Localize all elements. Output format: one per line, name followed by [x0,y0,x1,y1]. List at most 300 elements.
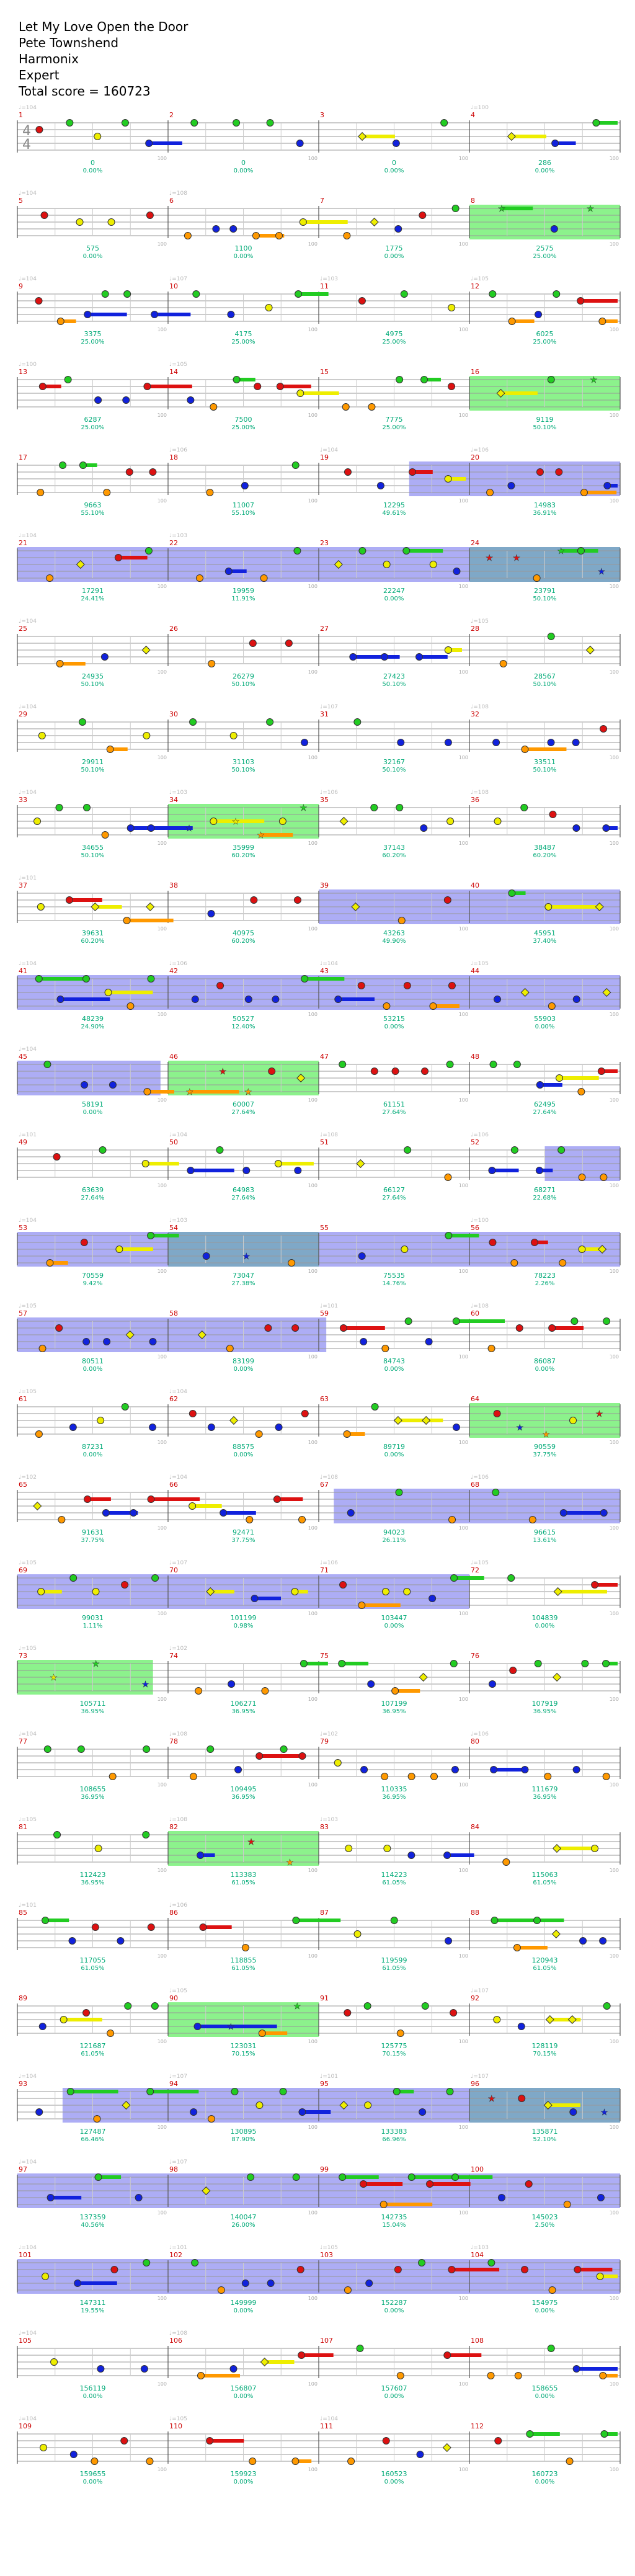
measure-percent: 2.50% [535,2222,555,2229]
measure-percent: 37.40% [533,938,557,945]
beat-ruler: 100 [458,2210,468,2216]
note [549,1325,556,1332]
note [339,2174,346,2181]
measure-score: 7500 [234,416,252,424]
measure-percent: 0.00% [82,253,103,260]
note [533,575,540,582]
note [91,2458,98,2465]
note [503,1859,510,1866]
note [452,205,459,212]
tempo-marker: ♩=104 [169,1132,187,1138]
note [452,2174,459,2181]
measure-score: 70559 [82,1272,104,1280]
measure-number: 89 [19,1994,27,2002]
measure-percent: 27.64% [382,1109,406,1116]
note [108,219,115,226]
sustain-tail [384,2203,433,2206]
beat-ruler: 100 [458,241,468,247]
measure-percent: 50.10% [231,681,255,688]
measure-number: 87 [320,1909,329,1917]
measure-number: 110 [169,2422,182,2430]
chart-row [17,362,620,431]
sustain-tail [201,2374,240,2378]
beat-ruler: 100 [458,498,468,504]
note [99,1147,106,1154]
note [566,2458,573,2465]
star-note: ★ [185,1087,194,1097]
note [122,1404,128,1411]
beat-ruler: 100 [609,584,619,589]
measure-number: 65 [19,1481,27,1489]
note [494,1411,500,1417]
chart-row [17,2245,620,2314]
note [556,469,562,476]
note [392,1068,399,1075]
measure-score: 159923 [230,2470,257,2478]
note [97,2366,104,2373]
note [384,1845,391,1852]
measure-percent: 27.38% [231,1280,255,1287]
note [396,377,403,383]
note [404,1589,411,1595]
sustain-tail [584,491,616,494]
beat-ruler: 100 [308,1525,318,1531]
measure-percent: 0.00% [233,2393,254,2400]
measure-score: 90559 [534,1443,556,1451]
sustain-tail [454,1576,484,1580]
note [515,2373,522,2379]
tempo-marker: ♩=104 [320,961,338,967]
note [339,1660,345,1667]
note [365,2102,371,2109]
sustain-tail [39,977,87,981]
note [82,976,89,983]
note [491,1917,498,1924]
measure-number: 108 [471,2337,484,2345]
note [197,2373,204,2379]
measure-number: 55 [320,1224,329,1232]
beat-ruler: 100 [458,1183,468,1188]
note [300,219,306,226]
beat-ruler: 100 [157,412,167,418]
tempo-marker: ♩=105 [19,1389,37,1395]
note [295,1167,301,1174]
note [35,976,42,983]
note [368,404,375,411]
measure-percent: 36.95% [382,1794,406,1801]
beat-ruler: 100 [609,755,619,760]
note [285,640,292,647]
note [529,1517,536,1523]
note [241,483,248,489]
note [577,548,584,555]
note [192,996,198,1003]
measure-number: 105 [19,2337,32,2345]
sustain-tail [60,662,86,666]
beat-ruler: 100 [157,1354,167,1360]
star-note: ★ [487,2094,496,2104]
beat-ruler: 100 [308,926,318,932]
beat-ruler: 100 [609,1183,619,1188]
measure-number: 79 [320,1737,329,1745]
note [340,1325,347,1332]
measure-percent: 36.95% [533,1708,557,1715]
tempo-marker: ♩=104 [19,790,37,796]
measure-number: 95 [320,2080,329,2088]
note [401,1246,408,1253]
measure-score: 11007 [233,501,254,509]
measure-number: 15 [320,368,329,376]
measure-number: 96 [471,2080,479,2088]
measure-score: 4975 [385,330,403,338]
note [292,2458,299,2465]
measure-percent: 50.10% [533,595,557,602]
measure-percent: 61.05% [231,1965,255,1972]
tempo-marker: ♩=108 [471,1303,489,1309]
beat-ruler: 100 [157,1268,167,1274]
note [380,2201,387,2208]
note [275,1161,282,1167]
beat-ruler: 100 [458,1525,468,1531]
note [34,818,41,825]
chart-row [17,1389,620,1458]
note [491,1767,497,1773]
beat-ruler: 100 [308,1440,318,1445]
measure-number: 106 [169,2337,182,2345]
beat-ruler: 100 [609,1611,619,1616]
measure-percent: 50.10% [231,767,255,773]
note [102,291,109,298]
beat-ruler: 100 [157,2467,167,2472]
measure-number: 59 [320,1309,329,1317]
star-note: ★ [226,2022,235,2032]
note [142,1161,149,1167]
measure-score: 27423 [383,672,405,680]
hopo-note [422,1417,430,1425]
note [217,983,224,989]
note [228,311,234,318]
measure-score: 103447 [381,1614,407,1622]
note [487,489,494,496]
measure-number: 100 [471,2165,484,2173]
measure-score: 149999 [230,2299,257,2307]
note [104,489,110,496]
note [446,2088,453,2095]
note [335,996,342,1003]
beat-ruler: 100 [458,1611,468,1616]
note [184,233,191,239]
note [571,1318,578,1325]
tempo-marker: ♩=107 [471,1988,489,1994]
sustain-tail [430,2182,471,2186]
beat-ruler: 100 [609,1525,619,1531]
measure-number: 90 [169,1994,178,2002]
note [265,305,272,311]
note [207,1746,214,1753]
measure-number: 51 [320,1138,329,1146]
measure-number: 40 [471,881,479,889]
chart-row [17,2330,620,2400]
note [70,2451,77,2458]
measure-score: 152287 [381,2299,407,2307]
measure-number: 45 [19,1053,27,1061]
note [441,120,448,127]
chart-row [17,1303,620,1373]
sustain-tail [363,2182,402,2186]
measure-number: 80 [471,1737,479,1745]
note [300,1660,307,1667]
note [235,1767,242,1773]
note [451,1767,458,1773]
note [149,469,156,476]
note [339,1061,346,1068]
note [429,1595,436,1602]
measure-number: 49 [19,1138,27,1146]
star-note: ★ [247,1837,255,1847]
note [251,1595,258,1602]
beat-ruler: 100 [308,1611,318,1616]
measure-percent: 61.05% [382,1965,406,1972]
beat-ruler: 100 [609,1782,619,1788]
measure-percent: 0.00% [233,2479,254,2485]
measure-score: 24935 [82,672,104,680]
star-note: ★ [586,204,595,214]
note [599,318,606,325]
note [409,469,416,476]
note [453,1318,460,1325]
note [564,2201,571,2208]
hopo-note [586,646,594,654]
note [203,1253,210,1260]
sustain-tail [548,905,597,909]
note [251,897,257,904]
sustain-tail [412,2175,457,2179]
measure-percent: 61.05% [533,1879,557,1886]
tempo-marker: ♩=107 [471,2074,489,2080]
note [545,904,552,911]
hopo-note [552,1930,560,1938]
sustain-tail [512,135,546,138]
measure-number: 48 [471,1053,479,1061]
note [84,1496,91,1503]
note [280,1746,287,1753]
beat-ruler: 100 [609,2467,619,2472]
sustain-tail [210,2439,244,2443]
note [272,996,279,1003]
note [107,2030,114,2037]
note [273,1496,280,1503]
note [593,120,600,127]
note [102,1510,109,1517]
note [42,1917,49,1924]
note [344,2010,351,2017]
measure-score: 119599 [381,1956,407,1964]
beat-ruler: 100 [458,327,468,332]
measure-number: 33 [19,796,27,804]
note [74,2280,81,2287]
measure-number: 64 [471,1395,479,1403]
measure-percent: 0.98% [233,1623,254,1629]
sustain-tail [564,1511,603,1515]
note [394,2266,401,2273]
measure-score: 112423 [79,1871,106,1879]
sustain-tail [60,997,110,1001]
chart-row [17,1731,620,1801]
note [553,291,560,298]
note [377,483,384,489]
sustain-tail [147,385,192,388]
note [47,575,53,582]
note [580,489,587,496]
measure-percent: 25.00% [533,253,557,260]
measure-percent: 50.10% [382,681,406,688]
note [397,739,404,746]
beat-ruler: 100 [609,1953,619,1959]
measure-number: 35 [320,796,329,804]
measure-number: 27 [320,625,329,633]
note [445,476,451,483]
measure-score: 83199 [233,1357,254,1365]
beat-ruler: 100 [458,1354,468,1360]
tempo-marker: ♩=106 [320,1560,338,1566]
note [579,1174,585,1181]
measure-percent: 40.56% [81,2222,105,2229]
note [383,1003,390,1010]
measure-percent: 37.75% [231,1537,255,1544]
note [395,226,402,233]
beat-ruler: 100 [308,1696,318,1702]
tempo-marker: ♩=104 [19,190,37,197]
measure-percent: 61.05% [382,1879,406,1886]
measure-score: 39631 [82,929,104,937]
measure-score: 50527 [233,1015,254,1023]
note [603,1773,610,1780]
measure-number: 17 [19,453,27,461]
note [105,989,112,996]
measure-score: 89719 [383,1443,405,1451]
note [260,575,267,582]
measure-number: 6 [169,197,174,205]
tempo-marker: ♩=105 [320,2245,338,2251]
note [123,397,130,404]
measure-number: 66 [169,1481,178,1489]
star-note: ★ [286,1858,294,1868]
star-note: ★ [141,1680,149,1690]
measure-score: 1100 [234,244,252,252]
measure-number: 94 [169,2080,178,2088]
note [149,1424,156,1431]
note [600,1510,607,1517]
note [419,2109,426,2116]
note [511,1260,518,1267]
note [122,1582,128,1589]
measure-number: 86 [169,1909,178,1917]
measure-percent: 0.00% [384,1366,404,1373]
measure-number: 60 [471,1309,479,1317]
measure-score: 127487 [79,2128,106,2136]
note [396,804,403,811]
measure-score: 34655 [82,844,104,852]
star-note: ★ [185,824,193,834]
measure-score: 87231 [82,1443,104,1451]
chart-row [17,1988,620,2057]
note [57,996,64,1003]
tempo-marker: ♩=103 [169,533,187,539]
beat-ruler: 100 [157,2296,167,2301]
measure-score: 104839 [531,1614,558,1622]
note [230,226,237,233]
note [488,1345,495,1352]
measure-number: 23 [320,539,329,547]
sustain-tail [260,833,293,837]
beat-ruler: 100 [609,241,619,247]
measure-number: 54 [169,1224,178,1232]
note [57,318,64,325]
sustain-tail [338,997,375,1001]
note [92,1924,99,1931]
note [344,1431,350,1438]
sustain-tail [456,1319,505,1323]
note [267,2280,274,2287]
tempo-marker: ♩=101 [19,1132,37,1138]
note [148,1232,154,1239]
note [404,983,411,989]
note [358,1253,365,1260]
note [294,897,301,904]
measure-score: 60007 [233,1100,254,1108]
note [299,2109,306,2116]
note [513,1945,520,1951]
measure-percent: 0.00% [535,2307,555,2314]
note [208,1424,215,1431]
chart-row [17,1560,620,1629]
measure-percent: 0.00% [384,1023,404,1030]
note [422,2003,429,2010]
star-note: ★ [50,1673,58,1683]
beat-ruler: 100 [609,2210,619,2216]
measure-score: 118855 [230,1956,257,1964]
note [521,804,528,811]
chart-row [17,190,620,260]
measure-score: 121687 [79,2042,106,2050]
measure-score: 23791 [534,587,556,595]
note [47,2195,54,2201]
measure-number: 103 [320,2251,333,2259]
note [83,2010,90,2017]
sustain-tail [398,1419,443,1422]
note [60,462,66,469]
measure-percent: 55.10% [231,510,255,517]
beat-ruler: 100 [458,1868,468,1873]
measure-score: 12295 [383,501,405,509]
note [408,1773,415,1780]
note [39,1345,46,1352]
note [47,1260,53,1267]
note [548,377,554,383]
tempo-marker: ♩=105 [471,961,489,967]
note [141,2366,148,2373]
sustain-tail [87,313,127,316]
measure-number: 57 [19,1309,27,1317]
note [276,233,283,239]
star-note: ★ [219,1067,227,1077]
measure-number: 82 [169,1823,178,1831]
note [408,2174,415,2181]
measure-score: 110335 [381,1785,407,1793]
tempo-marker: ♩=102 [320,1731,338,1737]
note [448,983,455,989]
note [556,1075,562,1082]
